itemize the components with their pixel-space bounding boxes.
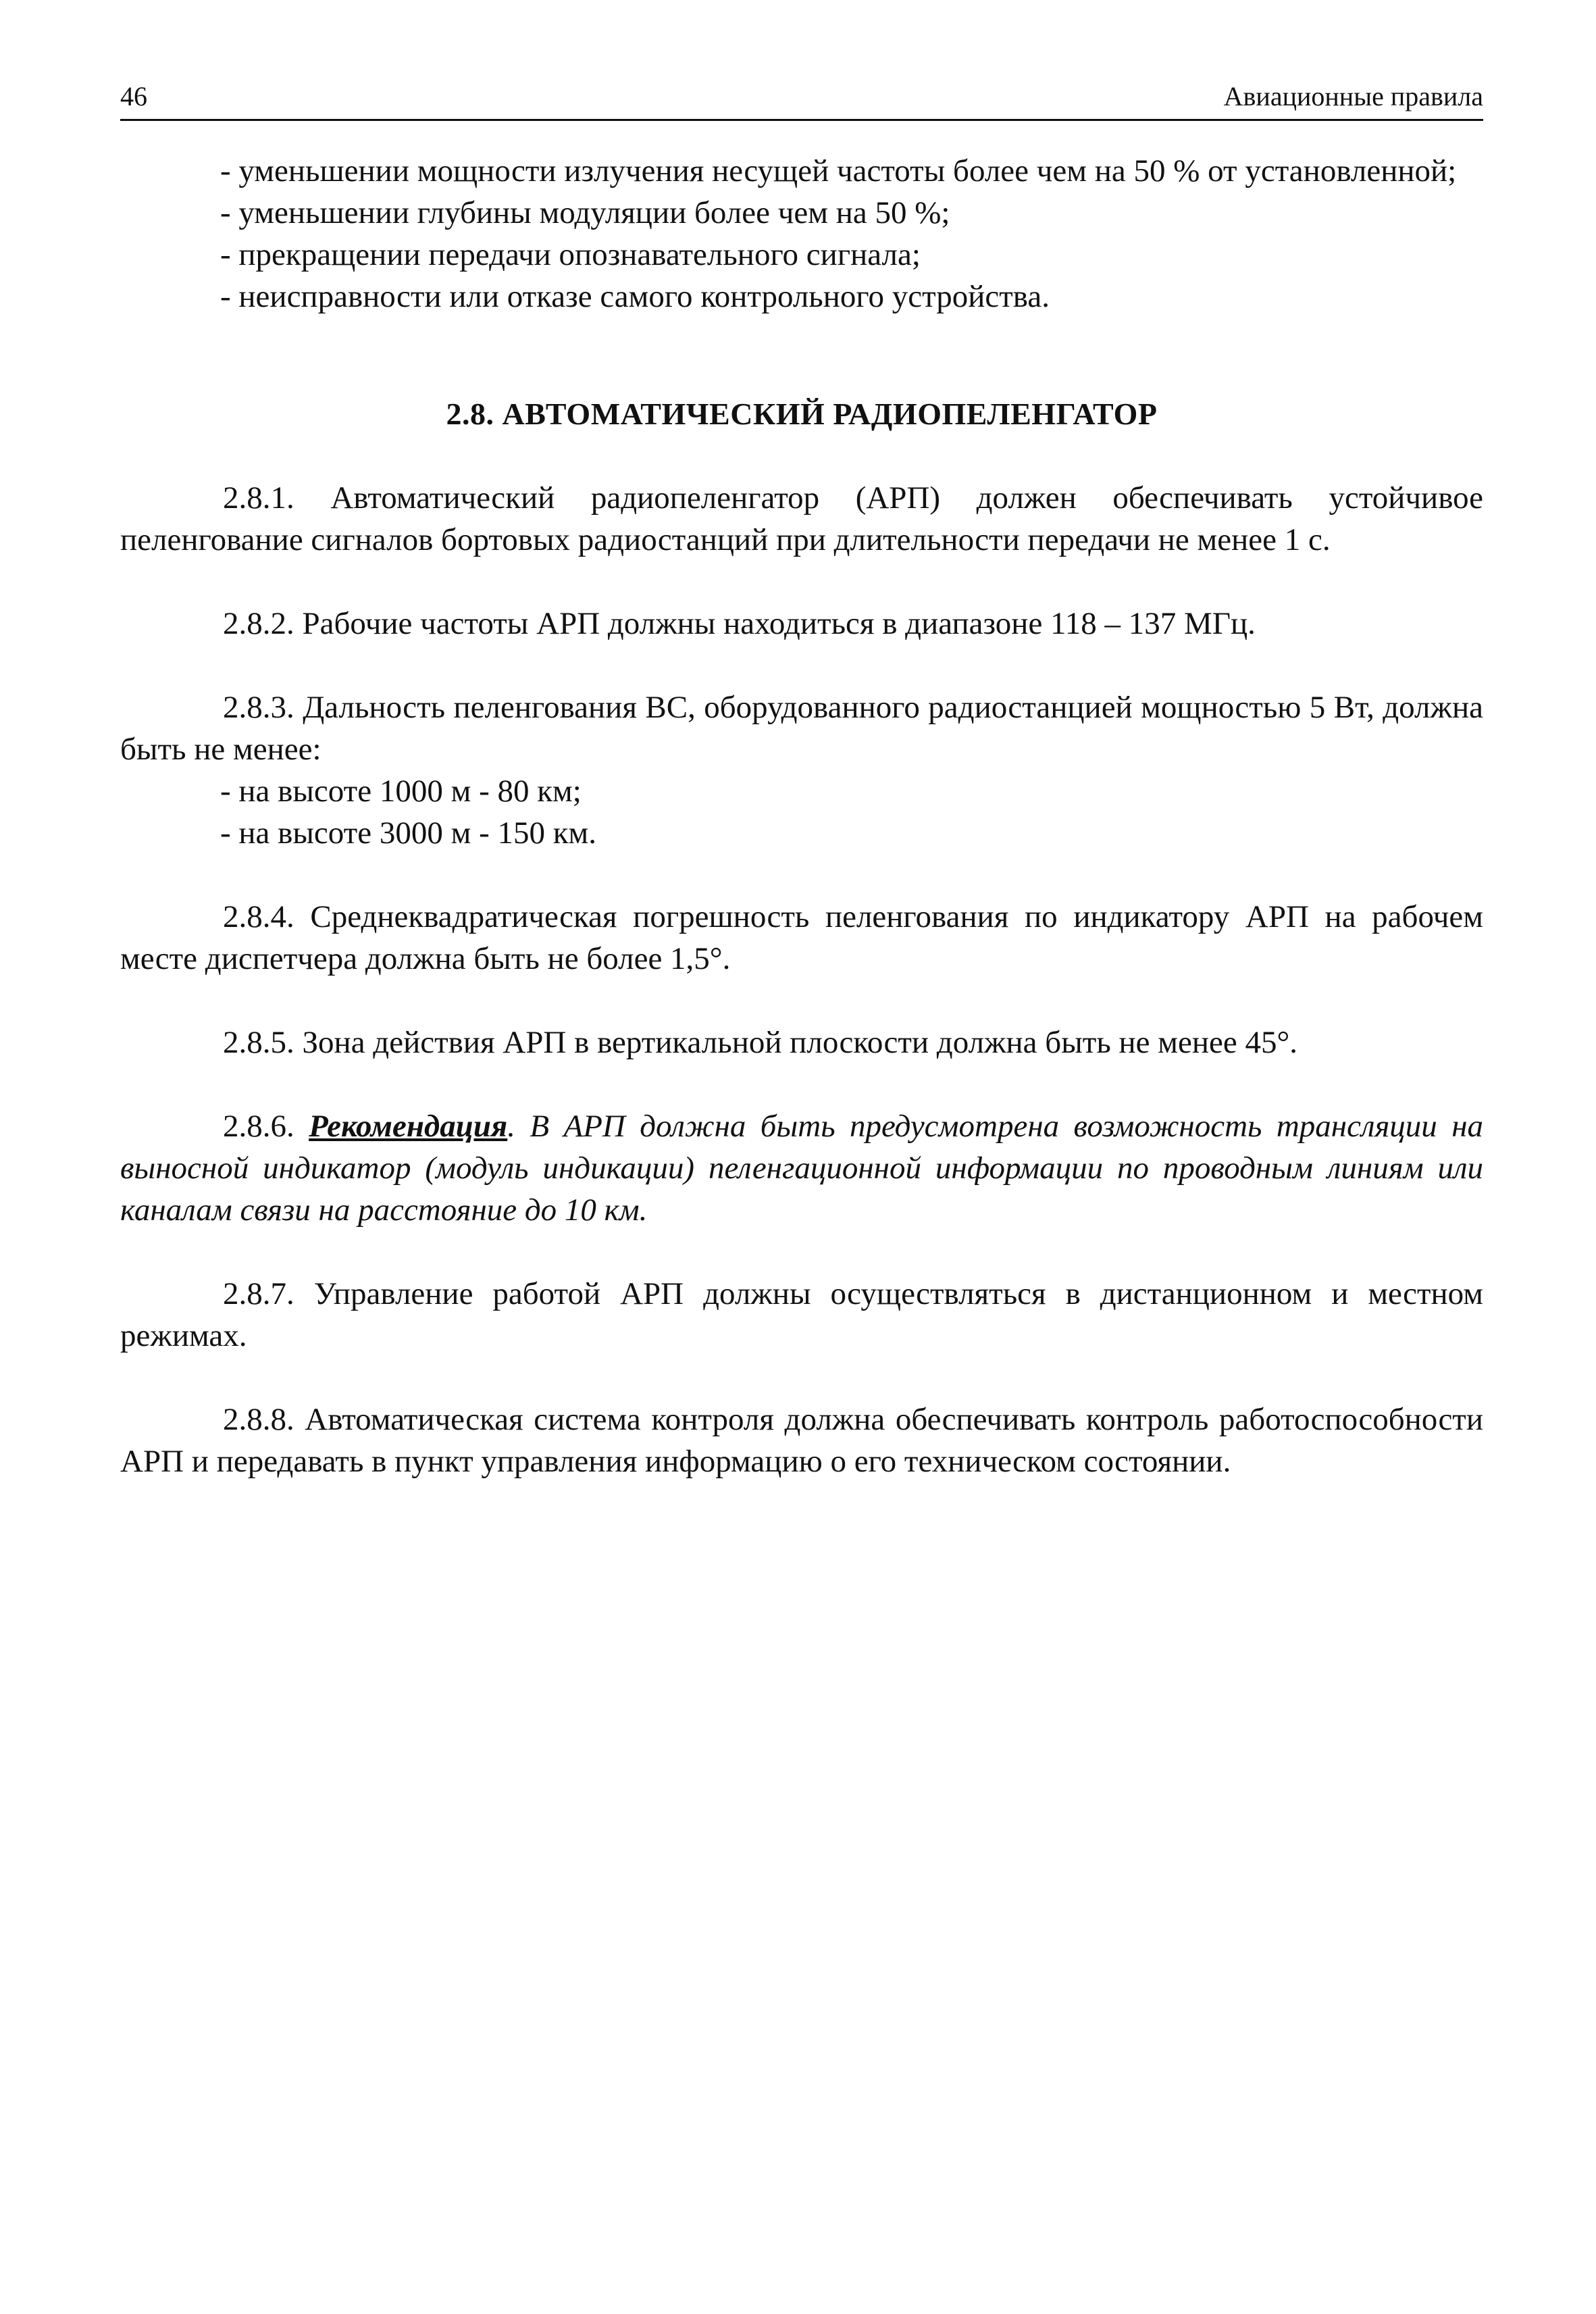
paragraph-2-8-5: 2.8.5. Зона действия АРП в вертикальной плоскости должна быть не менее 45°.	[223, 1025, 1298, 1060]
paragraph-number: 2.8.6.	[223, 1109, 294, 1144]
paragraph-2-8-2: 2.8.2. Рабочие частоты АРП должны находиться в диапазоне 118 – 137 МГц.	[223, 606, 1256, 641]
list-item: - прекращении передачи опознавательного сигнала;	[220, 237, 921, 272]
list-item: - на высоте 3000 м - 150 км.	[220, 815, 597, 851]
paragraph-2-8-4: 2.8.4. Среднеквадратическая погрешность пеленгования по индикатору АРП на рабочем месте диспетчера должна быть не более 1,5°.	[120, 899, 1483, 976]
running-title: Авиационные правила	[1223, 81, 1483, 111]
paragraph-2-8-8: 2.8.8. Автоматическая система контроля должна обеспечивать контроль работоспособности АРП и передавать в пункт управления информацию о его техническом состоянии.	[120, 1402, 1483, 1479]
recommendation-text: . В АРП должна быть предусмотрена возможность трансляции на выносной индикатор (модуль индикации) пеленгационной информации по проводным линиям или каналам связи на расстояние до 10 км.	[120, 1109, 1484, 1228]
paragraph-2-8-6	[120, 1105, 1483, 1231]
list-item: - уменьшении мощности излучения несущей частоты более чем на 50 % от установленной;	[220, 153, 1457, 188]
list-item: - уменьшении глубины модуляции более чем на 50 %;	[220, 195, 950, 230]
list-item: - на высоте 1000 м - 80 км;	[220, 774, 582, 809]
page-number: 46	[120, 81, 147, 111]
header-rule	[120, 119, 1483, 121]
recommendation-label: Рекомендация	[309, 1109, 508, 1144]
page-body	[120, 150, 1483, 1482]
list-item: - неисправности или отказе самого контрольного устройства.	[220, 279, 1050, 314]
section-heading: 2.8. АВТОМАТИЧЕСКИЙ РАДИОПЕЛЕНГАТОР	[446, 397, 1158, 431]
page-header	[120, 76, 1483, 118]
paragraph-2-8-1: 2.8.1. Автоматический радиопеленгатор (АРП) должен обеспечивать устойчивое пеленгование сигналов бортовых радиостанций при длительности передачи не менее 1 с.	[120, 480, 1483, 557]
paragraph-2-8-3: 2.8.3. Дальность пеленгования ВС, оборудованного радиостанцией мощностью 5 Вт, должна быть не менее:	[120, 690, 1483, 767]
paragraph-2-8-7: 2.8.7. Управление работой АРП должны осуществляться в дистанционном и местном режимах.	[120, 1276, 1483, 1353]
